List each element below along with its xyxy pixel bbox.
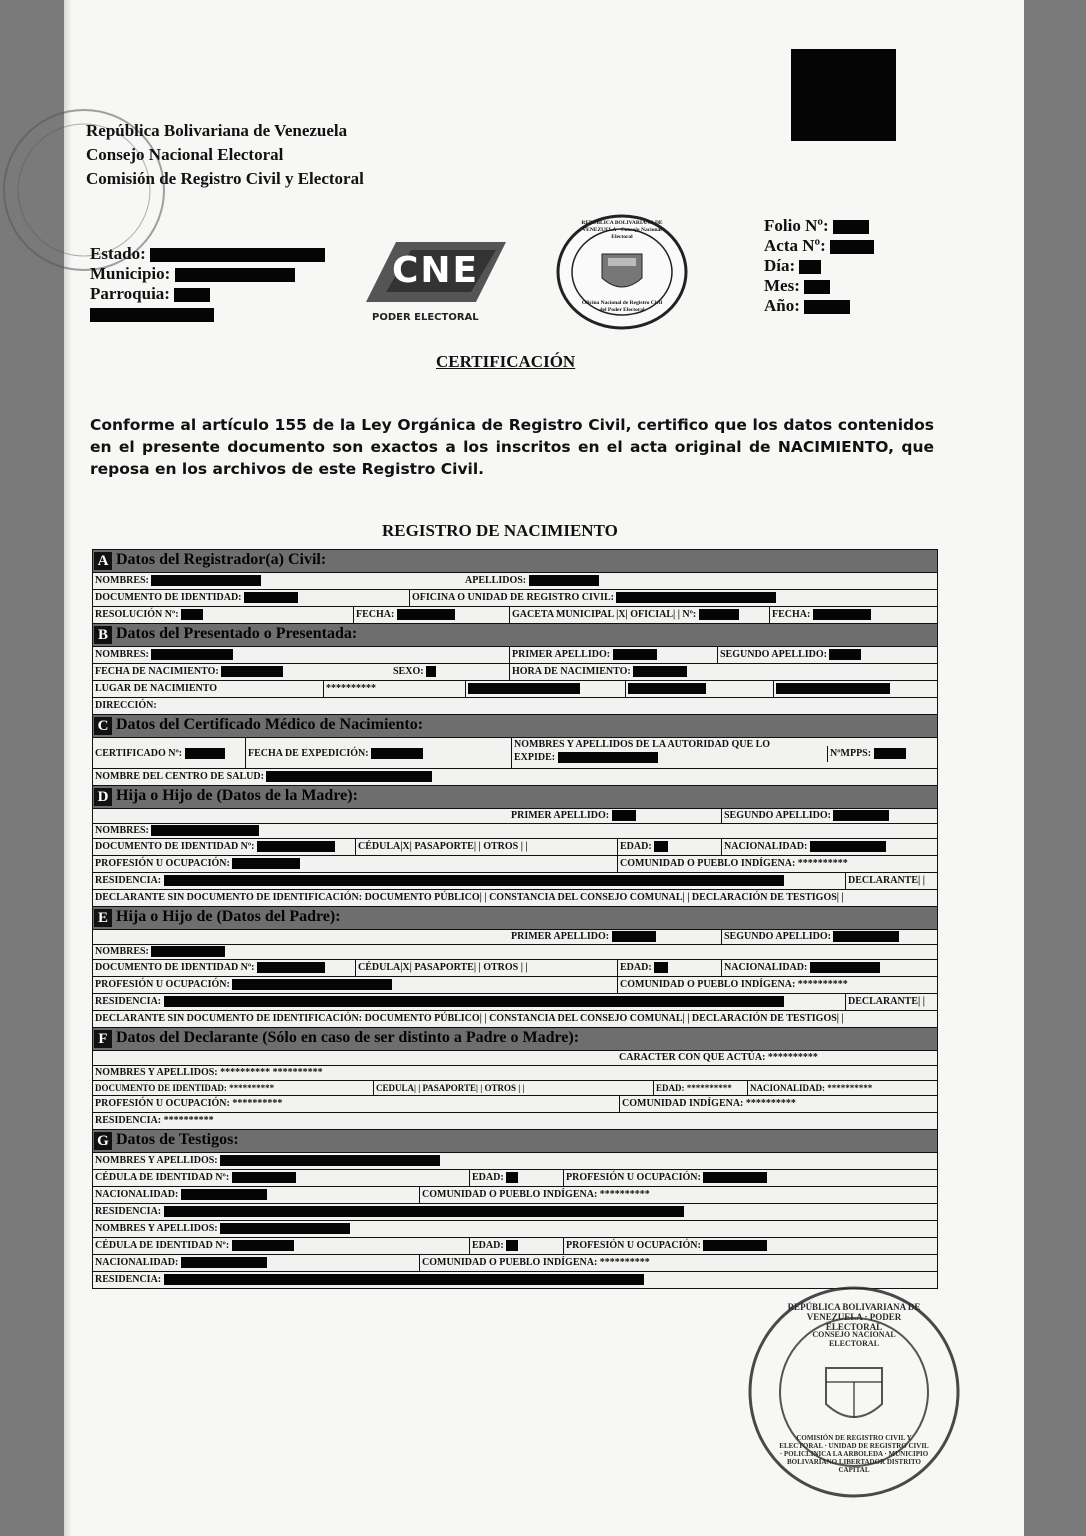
- a-documento-label: DOCUMENTO DE IDENTIDAD:: [95, 590, 298, 606]
- registro-form: [92, 549, 938, 1289]
- f-documento-label: DOCUMENTO DE IDENTIDAD: **********: [95, 1083, 275, 1093]
- anio-label: Año:: [764, 296, 800, 315]
- section-f-title: Datos del Declarante (Sólo en caso de ser distinto a Padre o Madre):: [116, 1029, 580, 1046]
- c-certificado-label: CERTIFICADO Nº:: [95, 746, 225, 762]
- section-f-row-1: [92, 1050, 938, 1065]
- d-comunidad-label: COMUNIDAD O PUEBLO INDÍGENA: **********: [617, 856, 848, 872]
- b-primer-apellido-label: PRIMER APELLIDO:: [509, 647, 657, 663]
- b-lugar-redacted-3: [773, 681, 890, 697]
- municipio-label: Municipio:: [90, 264, 171, 283]
- b-hora-nac-label: HORA DE NACIMIENTO:: [509, 664, 687, 680]
- section-f-row-2: [92, 1065, 938, 1080]
- e-profesion-label: PROFESIÓN U OCUPACIÓN:: [95, 977, 392, 993]
- registro-civil-seal: [556, 214, 688, 330]
- section-g-row-3: [92, 1186, 938, 1203]
- section-e-row-5: [92, 993, 938, 1010]
- section-b-row-3: [92, 680, 938, 697]
- section-b-letter: B: [94, 626, 112, 644]
- c-autoridad-label: NOMBRES Y APELLIDOS DE LA AUTORIDAD QUE LO EXPIDE:: [511, 738, 770, 768]
- g-nombres-label-2: NOMBRES Y APELLIDOS:: [95, 1221, 350, 1237]
- section-e-row-3: [92, 959, 938, 976]
- section-b-row-2: [92, 663, 938, 680]
- b-fecha-nac-label: FECHA DE NACIMIENTO:: [95, 664, 283, 680]
- a-oficina-label: OFICINA O UNIDAD DE REGISTRO CIVIL:: [409, 590, 776, 606]
- section-f-row-5: [92, 1112, 938, 1129]
- section-b-header: [92, 623, 938, 646]
- section-a-letter: A: [94, 552, 112, 570]
- redacted-dia: [799, 260, 821, 274]
- a-fecha2-label: FECHA:: [769, 607, 871, 623]
- e-nacionalidad-label: NACIONALIDAD:: [721, 960, 880, 976]
- redacted-parroquia: [174, 288, 210, 302]
- section-e-row-1: [92, 929, 938, 944]
- section-f-header: [92, 1027, 938, 1050]
- b-lugar-redacted-2: [625, 681, 706, 697]
- section-g-row-5: [92, 1220, 938, 1237]
- g-edad-label-2: EDAD:: [469, 1238, 518, 1254]
- g-profesion-label-2: PROFESIÓN U OCUPACIÓN:: [563, 1238, 767, 1254]
- b-nombres-label: NOMBRES:: [95, 647, 233, 663]
- f-comunidad-label: COMUNIDAD INDÍGENA: **********: [619, 1096, 796, 1112]
- e-declarante-label: DECLARANTE| |: [845, 994, 925, 1010]
- stamp-ring-inner: CONSEJO NACIONAL ELECTORAL: [812, 1330, 896, 1348]
- official-stamp: [746, 1284, 962, 1500]
- d-residencia-label: RESIDENCIA:: [95, 873, 784, 889]
- section-g-row-7: [92, 1254, 938, 1271]
- a-resolucion-label: RESOLUCIÓN Nº:: [95, 607, 203, 623]
- redacted-extra: [90, 308, 214, 322]
- g-comunidad-label-1: COMUNIDAD O PUEBLO INDÍGENA: **********: [419, 1187, 650, 1203]
- f-nombres-label: NOMBRES Y APELLIDOS: ********** **********: [95, 1067, 323, 1078]
- b-segundo-apellido-label: SEGUNDO APELLIDO:: [717, 647, 861, 663]
- f-nacionalidad-label: NACIONALIDAD: **********: [747, 1081, 872, 1095]
- redacted-acta: [830, 240, 874, 254]
- b-sexo-label: SEXO:: [393, 664, 436, 680]
- section-g-row-2: [92, 1169, 938, 1186]
- header-line-3: Comisión de Registro Civil y Electoral: [86, 169, 364, 188]
- redacted-mes: [804, 280, 830, 294]
- e-documento-label: DOCUMENTO DE IDENTIDAD Nº:: [95, 960, 325, 976]
- header-line-1: República Bolivariana de Venezuela: [86, 121, 348, 140]
- mes-label: Mes:: [764, 276, 800, 295]
- section-a-header: [92, 549, 938, 572]
- e-comunidad-label: COMUNIDAD O PUEBLO INDÍGENA: **********: [617, 977, 848, 993]
- a-gaceta-label: GACETA MUNICIPAL |X| OFICIAL| | Nº:: [509, 607, 739, 623]
- section-e-row-6: [92, 1010, 938, 1027]
- header-block: [86, 119, 364, 191]
- section-d-header: [92, 785, 938, 808]
- parroquia-label: Parroquia:: [90, 284, 170, 303]
- redacted-folio: [833, 220, 869, 234]
- section-d-letter: D: [94, 788, 112, 806]
- d-segundo-apellido-label: SEGUNDO APELLIDO:: [721, 809, 889, 823]
- a-apellidos-label: APELLIDOS:: [465, 573, 599, 589]
- section-g-header: [92, 1129, 938, 1152]
- section-e-row-2: [92, 944, 938, 959]
- d-documento-label: DOCUMENTO DE IDENTIDAD Nº:: [95, 839, 335, 855]
- section-f-row-3: [92, 1080, 938, 1095]
- a-fecha-label: FECHA:: [353, 607, 455, 623]
- g-profesion-label-1: PROFESIÓN U OCUPACIÓN:: [563, 1170, 767, 1186]
- c-fecha-exp-label: FECHA DE EXPEDICIÓN:: [245, 738, 423, 768]
- section-g-row-4: [92, 1203, 938, 1220]
- g-residencia-label-2: RESIDENCIA:: [95, 1272, 644, 1288]
- section-a-row-3: [92, 606, 938, 623]
- b-lugar-redacted-1: [465, 681, 580, 697]
- f-caracter-label: CARACTER CON QUE ACTÚA: **********: [619, 1052, 818, 1063]
- c-mpps-label: NºMPPS:: [827, 746, 906, 762]
- seal-bottom-text: Oficina Nacional de Registro Civil del Poder Electoral: [581, 300, 663, 313]
- section-a-row-1: [92, 572, 938, 589]
- b-direccion-label: DIRECCIÓN:: [95, 700, 157, 711]
- g-nacionalidad-label-1: NACIONALIDAD:: [95, 1187, 267, 1203]
- d-declarante-label: DECLARANTE| |: [845, 873, 925, 889]
- redacted-photo-box: [791, 49, 896, 141]
- cne-logo-text: CNE: [392, 250, 480, 291]
- section-b-row-1: [92, 646, 938, 663]
- header-line-2: Consejo Nacional Electoral: [86, 145, 284, 164]
- g-cedula-label-1: CÉDULA DE IDENTIDAD Nº:: [95, 1170, 296, 1186]
- section-f-letter: F: [94, 1030, 112, 1048]
- d-cedula-label: CÉDULA|X| PASAPORTE| | OTROS | |: [355, 839, 528, 855]
- seal-ring-text: REPÚBLICA BOLIVARIANA DE VENEZUELA · Consejo Nacional Electoral: [581, 220, 663, 240]
- location-block: [90, 244, 325, 324]
- e-sin-doc-label: DECLARANTE SIN DOCUMENTO DE IDENTIFICACIÓN: DOCUMENTO PÚBLICO| | CONSTANCIA DEL CONSEJO COMUNAL| | DECLARACIÓN DE TESTIGOS| |: [95, 1013, 844, 1024]
- section-c-letter: C: [94, 717, 112, 735]
- d-profesion-label: PROFESIÓN U OCUPACIÓN:: [95, 856, 300, 872]
- g-comunidad-label-2: COMUNIDAD O PUEBLO INDÍGENA: **********: [419, 1255, 650, 1271]
- section-e-row-4: [92, 976, 938, 993]
- b-lugar-nac-value: **********: [323, 681, 376, 697]
- section-b-row-4: [92, 697, 938, 714]
- g-cedula-label-2: CÉDULA DE IDENTIDAD Nº:: [95, 1238, 294, 1254]
- a-nombres-label: NOMBRES:: [95, 573, 261, 589]
- f-cedula-label: CEDULA| | PASAPORTE| | OTROS | |: [373, 1081, 524, 1095]
- d-sin-doc-label: DECLARANTE SIN DOCUMENTO DE IDENTIFICACIÓN: DOCUMENTO PÚBLICO| | CONSTANCIA DEL CONSEJO COMUNAL| | DECLARACIÓN DE TESTIGOS| |: [95, 892, 844, 903]
- section-e-letter: E: [94, 909, 112, 927]
- section-e-title: Hija o Hijo de (Datos del Padre):: [116, 908, 341, 925]
- g-residencia-label-1: RESIDENCIA:: [95, 1204, 684, 1220]
- section-a-title: Datos del Registrador(a) Civil:: [116, 551, 327, 568]
- e-primer-apellido-label: PRIMER APELLIDO:: [511, 930, 656, 944]
- section-a-row-2: [92, 589, 938, 606]
- registro-title: REGISTRO DE NACIMIENTO: [382, 521, 618, 540]
- cne-logo: [356, 232, 516, 327]
- certificacion-text: Conforme al artículo 155 de la Ley Orgánica de Registro Civil, certifico que los datos contenidos en el presente documento son exactos a los inscritos en el acta original de NACIMIENTO, que reposa en los archivos de este Registro Civil.: [90, 416, 934, 478]
- e-nombres-label: NOMBRES:: [95, 945, 225, 959]
- section-c-header: [92, 714, 938, 737]
- acta-label: Acta Nº:: [764, 236, 826, 255]
- section-d-row-6: [92, 889, 938, 906]
- section-b-title: Datos del Presentado o Presentada:: [116, 625, 358, 642]
- redacted-estado: [150, 248, 325, 262]
- section-c-row-1: [92, 737, 938, 768]
- section-g-letter: G: [94, 1132, 112, 1150]
- estado-label: Estado:: [90, 244, 146, 263]
- section-f-row-4: [92, 1095, 938, 1112]
- g-nacionalidad-label-2: NACIONALIDAD:: [95, 1255, 267, 1271]
- section-d-row-4: [92, 855, 938, 872]
- e-cedula-label: CÉDULA|X| PASAPORTE| | OTROS | |: [355, 960, 528, 976]
- stamp-ring-bottom: COMISIÓN DE REGISTRO CIVIL Y ELECTORAL · UNIDAD DE REGISTRO CIVIL · POLICLINICA LA ARBOLEDA · MUNICIPIO BOLIVARIANO LIBERTADOR DISTRITO CAPITAL: [779, 1434, 929, 1474]
- redacted-anio: [804, 300, 850, 314]
- f-residencia-label: RESIDENCIA: **********: [95, 1115, 214, 1126]
- folio-label: Folio Nº:: [764, 216, 829, 235]
- section-e-header: [92, 906, 938, 929]
- dia-label: Día:: [764, 256, 796, 275]
- section-d-row-5: [92, 872, 938, 889]
- e-residencia-label: RESIDENCIA:: [95, 994, 784, 1010]
- stamp-ring-top: REPÚBLICA BOLIVARIANA DE VENEZUELA · PODER ELECTORAL: [787, 1302, 921, 1332]
- certificacion-title: CERTIFICACIÓN: [436, 352, 576, 371]
- section-g-row-6: [92, 1237, 938, 1254]
- c-centro-label: NOMBRE DEL CENTRO DE SALUD:: [95, 769, 432, 785]
- f-profesion-label: PROFESIÓN U OCUPACIÓN: **********: [95, 1098, 283, 1109]
- g-edad-label-1: EDAD:: [469, 1170, 518, 1186]
- certificate-page: [64, 0, 1024, 1536]
- section-d-row-2: [92, 823, 938, 838]
- d-nacionalidad-label: NACIONALIDAD:: [721, 839, 886, 855]
- section-d-row-3: [92, 838, 938, 855]
- b-lugar-nac-label: LUGAR DE NACIMIENTO: [95, 683, 218, 694]
- e-segundo-apellido-label: SEGUNDO APELLIDO:: [721, 930, 899, 944]
- redacted-municipio: [175, 268, 295, 282]
- d-nombres-label: NOMBRES:: [95, 824, 259, 838]
- d-primer-apellido-label: PRIMER APELLIDO:: [511, 809, 636, 823]
- e-edad-label: EDAD:: [617, 960, 668, 976]
- f-edad-label: EDAD: **********: [653, 1081, 732, 1095]
- section-c-row-2: [92, 768, 938, 785]
- section-g-row-1: [92, 1152, 938, 1169]
- cne-logo-subtext: PODER ELECTORAL: [372, 312, 479, 323]
- d-edad-label: EDAD:: [617, 839, 668, 855]
- g-nombres-label-1: NOMBRES Y APELLIDOS:: [95, 1153, 440, 1169]
- section-d-title: Hija o Hijo de (Datos de la Madre):: [116, 787, 358, 804]
- section-d-row-1: [92, 808, 938, 823]
- section-c-title: Datos del Certificado Médico de Nacimiento:: [116, 716, 424, 733]
- folio-block: [764, 216, 874, 316]
- section-g-title: Datos de Testigos:: [116, 1131, 239, 1148]
